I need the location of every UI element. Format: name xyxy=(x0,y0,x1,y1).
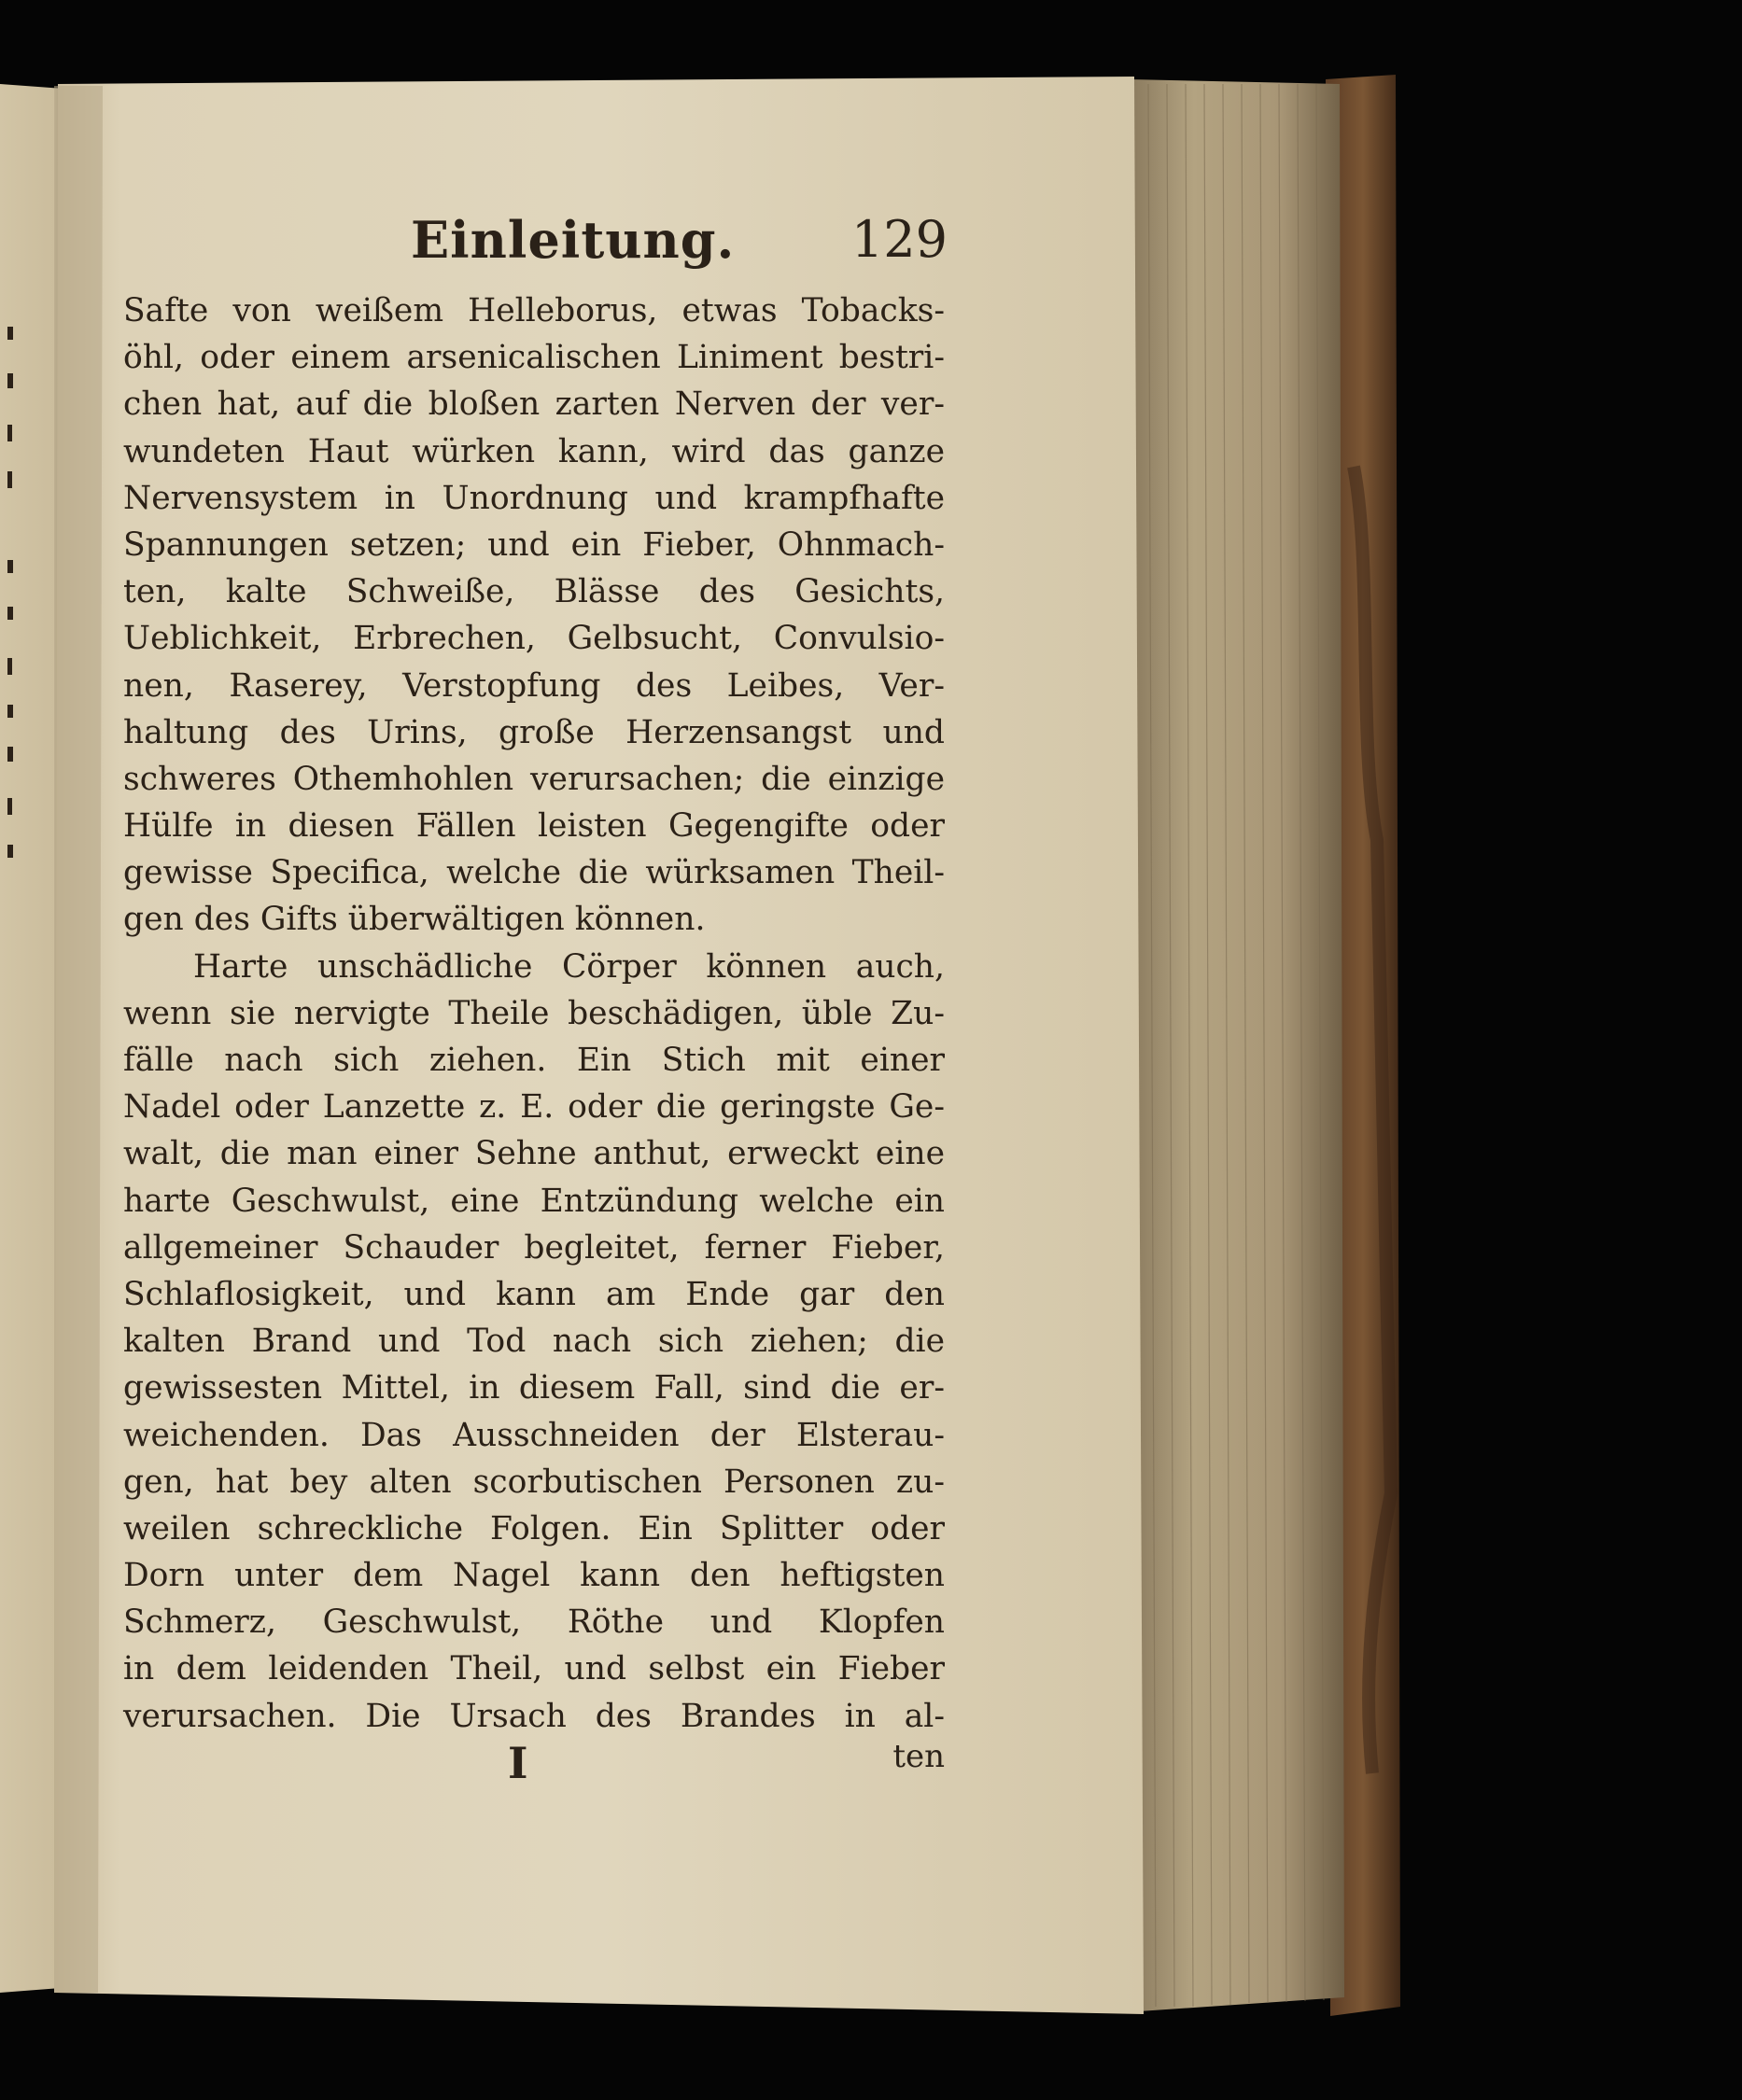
text-line: walt, die man einer Sehne anthut, erweckt eine xyxy=(123,1135,945,1173)
text-line: Schlaflosigkeit, und kann am Ende gar den xyxy=(123,1275,945,1313)
page-header xyxy=(411,210,948,275)
text-line: in dem leidenden Theil, und selbst ein Fieber xyxy=(123,1650,945,1688)
catchword: ten xyxy=(892,1738,945,1775)
text-line: Schmerz, Geschwulst, Röthe und Klopfen xyxy=(123,1603,945,1642)
text-line: wundeten Haut würken kann, wird das ganze xyxy=(123,432,945,470)
text-line: chen hat, auf die bloßen zarten Nerven der ver- xyxy=(123,385,945,424)
text-line: gewisse Specifica, welche die würksamen Theil- xyxy=(123,854,945,892)
text-line: Ueblichkeit, Erbrechen, Gelbsucht, Convulsio- xyxy=(123,620,945,658)
page-block-edge xyxy=(1130,79,1344,2011)
text-line: Spannungen setzen; und ein Fieber, Ohnmach- xyxy=(123,525,945,564)
running-title: Einleitung. xyxy=(411,210,736,270)
text-line: schweres Othemhohlen verursachen; die einzige xyxy=(123,760,945,798)
text-line: Dorn unter dem Nagel kann den heftigsten xyxy=(123,1557,945,1595)
text-line: kalten Brand und Tod nach sich ziehen; die xyxy=(123,1323,945,1361)
text-line: öhl, oder einem arsenicalischen Liniment bestri- xyxy=(123,339,945,377)
text-line: Nadel oder Lanzette z. E. oder die geringste Ge- xyxy=(123,1088,945,1127)
text-line: harte Geschwulst, eine Entzündung welche ein xyxy=(123,1182,945,1220)
text-line: ten, kalte Schweiße, Blässe des Gesichts, xyxy=(123,573,945,611)
signature-mark: I xyxy=(508,1738,528,1788)
text-line: haltung des Urins, große Herzensangst und xyxy=(123,713,945,751)
page-number: 129 xyxy=(850,210,948,269)
text-line: fälle nach sich ziehen. Ein Stich mit einer xyxy=(123,1042,945,1079)
text-line: Nervensystem in Unordnung und krampfhafte xyxy=(123,479,945,517)
text-line: gen, hat bey alten scorbutischen Personen zu- xyxy=(123,1463,945,1501)
text-line: Harte unschädliche Cörper können auch, xyxy=(193,947,945,986)
text-line: gen des Gifts überwältigen können. xyxy=(123,901,706,939)
text-line: allgemeiner Schauder begleitet, ferner Fieber, xyxy=(123,1228,945,1267)
text-line: nen, Raserey, Verstopfung des Leibes, Ver- xyxy=(123,666,945,705)
text-line: Safte von weißem Helleborus, etwas Tobacks- xyxy=(123,292,945,329)
left-page xyxy=(0,84,63,1993)
text-line: wenn sie nervigte Theile beschädigen, üble Zu- xyxy=(123,994,945,1032)
text-line: Hülfe in diesen Fällen leisten Gegengifte oder xyxy=(123,807,945,846)
text-line: weilen schreckliche Folgen. Ein Splitter oder xyxy=(123,1509,945,1547)
text-line: verursachen. Die Ursach des Brandes in al- xyxy=(123,1697,945,1735)
body-text xyxy=(123,287,945,1740)
page-footer xyxy=(123,1738,945,1794)
text-line: weichenden. Das Ausschneiden der Elsterau- xyxy=(123,1416,945,1454)
text-line: gewissesten Mittel, in diesem Fall, sind die er- xyxy=(123,1369,945,1407)
